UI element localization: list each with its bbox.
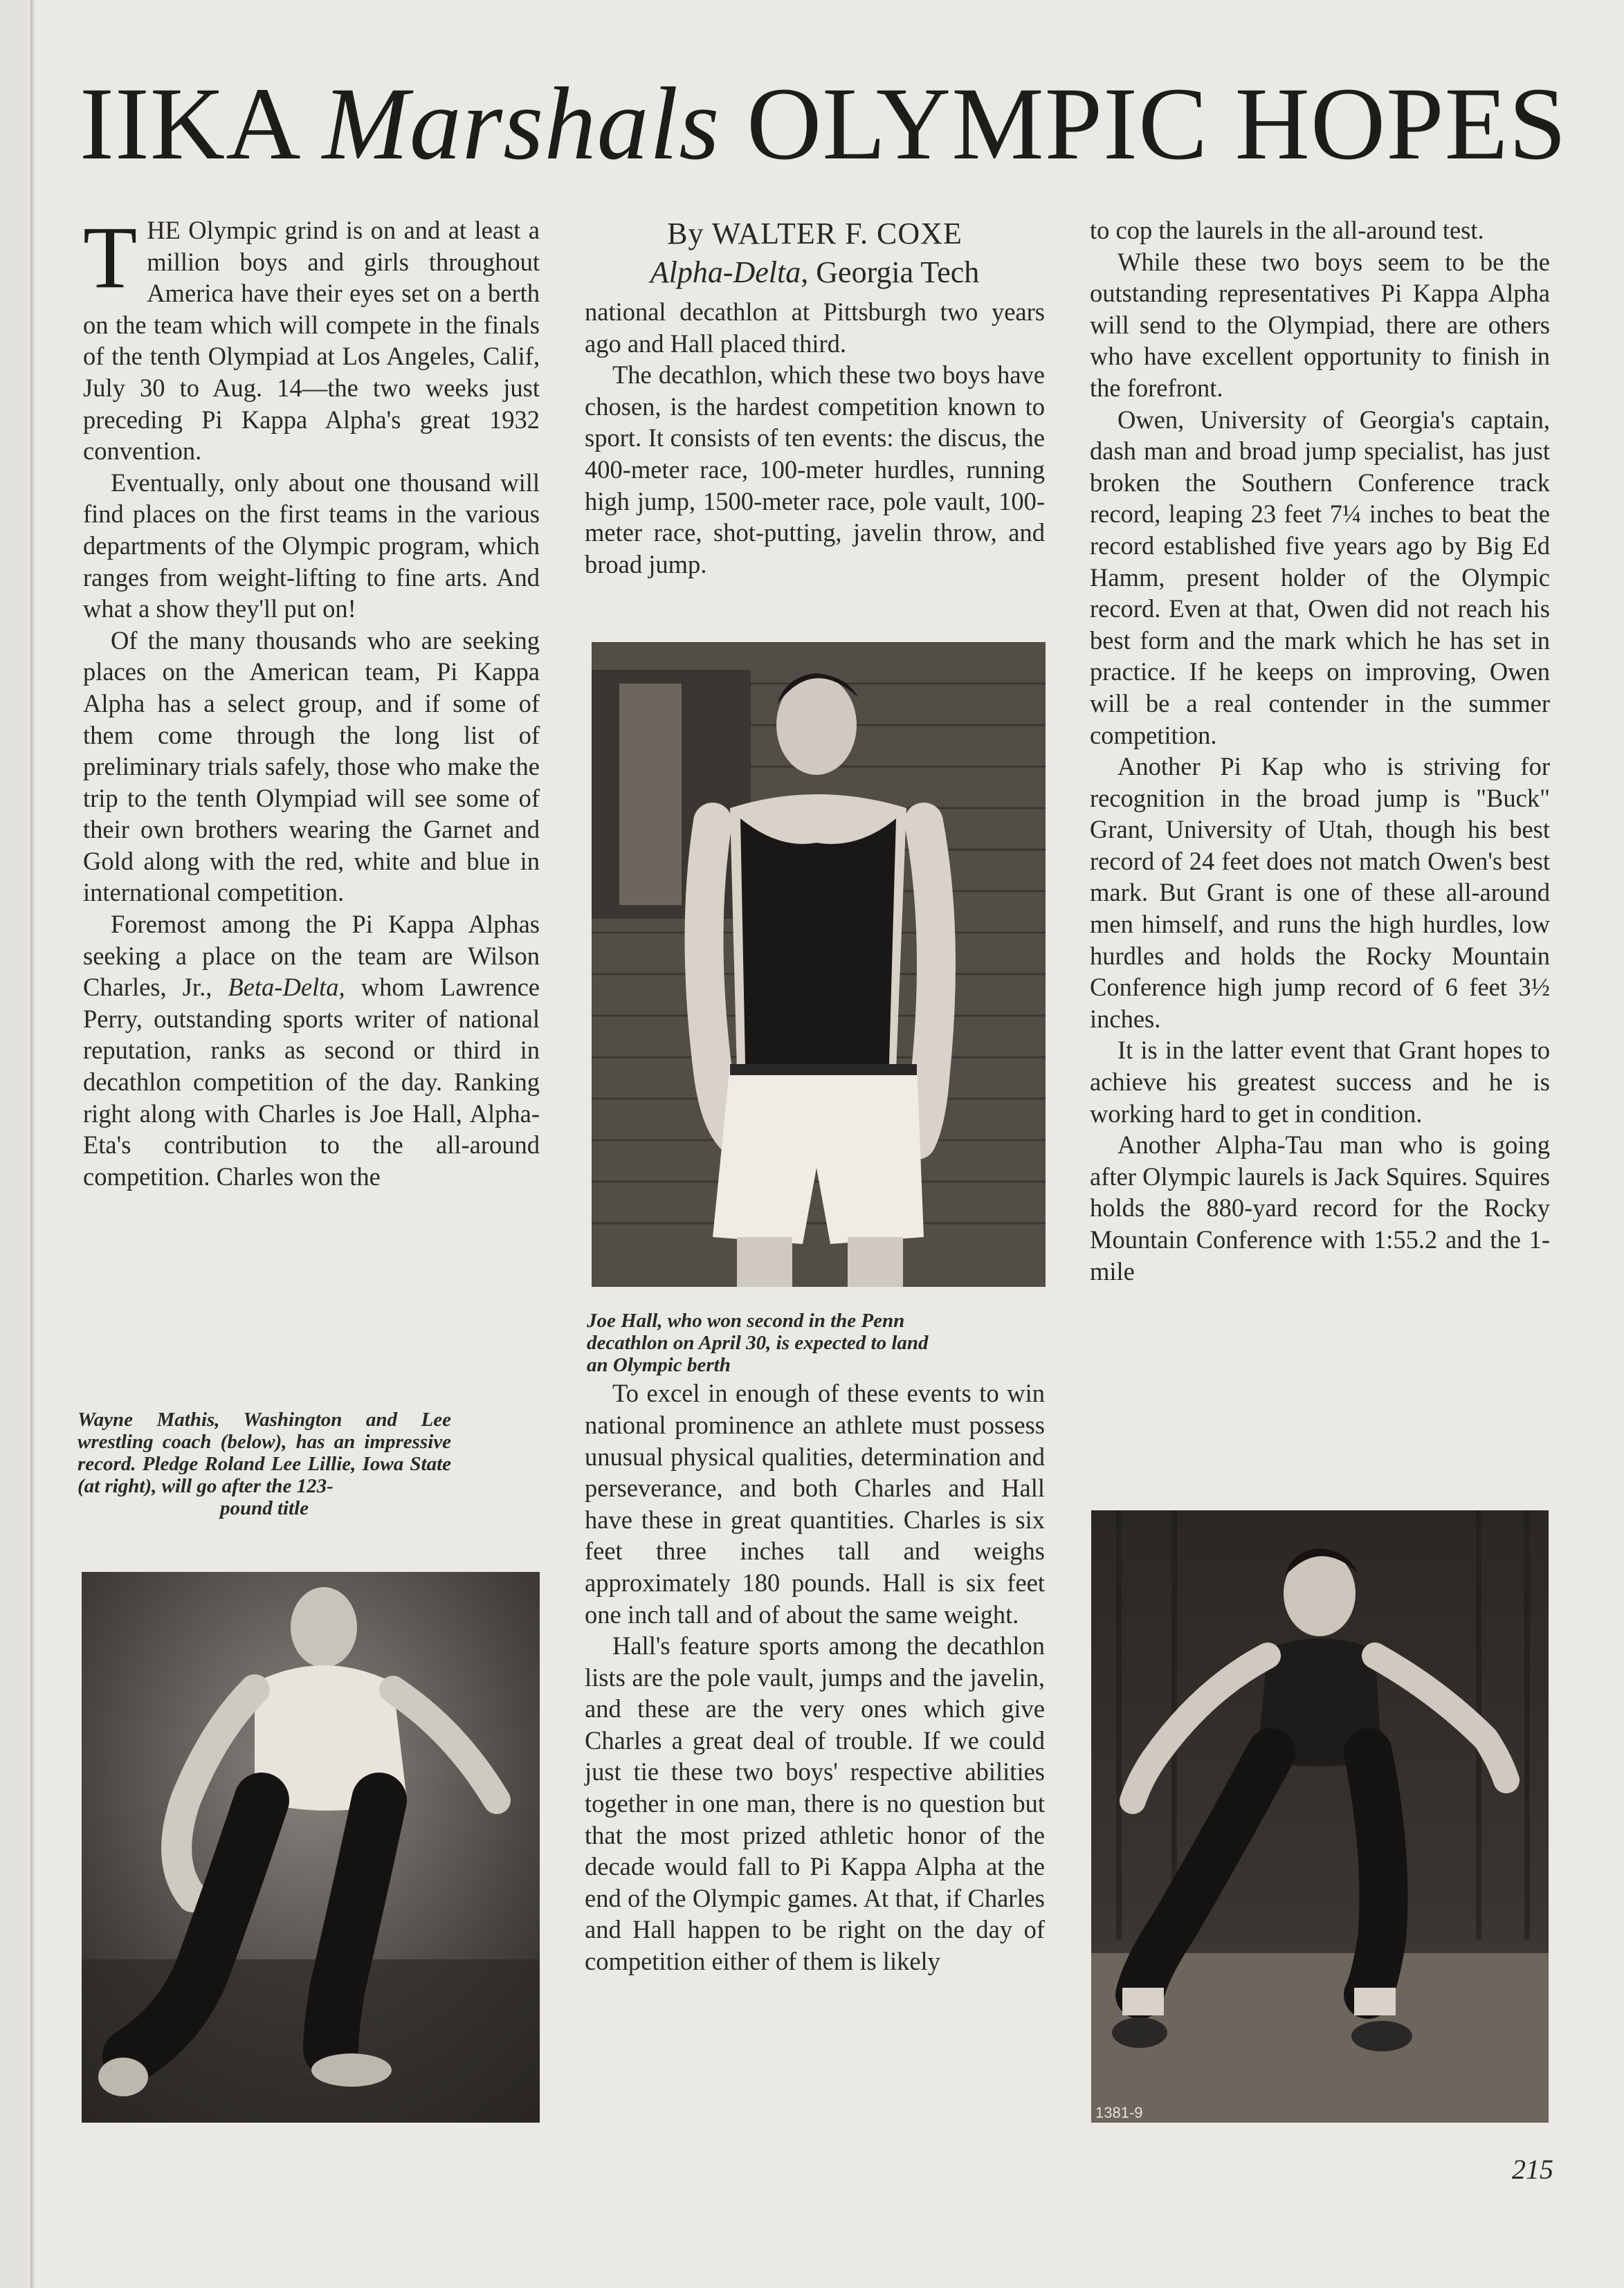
photo-wayne-mathis [82,1572,540,2123]
drop-cap: T [83,208,138,306]
author-affiliation [585,253,1045,292]
paragraph: It is in the latter event that Grant hopes to achieve his greatest success and he is working hard to get in condition. [1090,1036,1550,1128]
paragraph: Another Alpha-Tau man who is going after Olympic laurels is Jack Squires. Squires holds the 880-yard record for the Rocky Mountain Conference with 1:55.2 and the 1-mile [1090,1131,1550,1285]
paragraph-text: whom Lawrence Perry, outstanding sports writer of national reputation, ranks as second or third in decathlon competition of the day. Ranking right along with Charles is Joe Hall, Alpha-Eta's contribution to the all-around competition. Charles won the [83,973,540,1191]
page-title [80,58,1567,190]
paragraph: Owen, University of Georgia's captain, dash man and broad jump specialist, has just broken the Southern Conference track record, leaping 23 feet 7¼ inches to beat the record established five years ago by Big Ed Hamm, present holder of the Olympic record. Even at that, Owen did not reach his best form and the mark which he has set in practice. If he keeps on improving, Owen will be a real contender in the summer competition. [1090,405,1550,749]
caption-wrestling [77,1409,451,1519]
paragraph: Eventually, only about one thousand will find places on the first teams in the various departments of the Olympic program, which ranges from weight-lifting to fine arts. And what a show they'll put on! [83,468,540,623]
caption-text: Wayne Mathis, Washington and Lee wrestling coach (below), has an impressive record. Pledge Roland Lee Lillie, Iowa State (at right), will go after the 123- [77,1409,451,1497]
wrestler-photo-illustration [82,1572,540,2123]
author-school: , Georgia Tech [801,255,980,289]
byline [585,214,1045,292]
paragraph: to cop the laurels in the all-around test. [1090,216,1484,244]
byline-by: By [667,217,704,250]
chapter-name: Beta-Delta, [228,973,345,1002]
caption-joe-hall: Joe Hall, who won second in the Penn decathlon on April 30, is expected to land an Olympic berth [587,1310,929,1376]
title-suffix: OLYMPIC HOPES [747,66,1567,181]
paragraph: Of the many thousands who are seeking places on the American team, Pi Kappa Alpha has a select group, and if some of them come through the long list of preliminary trials safely, those who make the trip to the tenth Olympiad will see some of their own brothers wearing the Garnet and Gold along with the red, white and blue in international competition. [83,625,540,907]
photo-roland-lee-lillie [1091,1510,1549,2123]
title-prefix: IIKA [80,66,296,181]
author [585,214,1045,253]
author-name: WALTER F. COXE [711,217,962,250]
negative-number: 1381-9 [1095,2104,1143,2121]
paragraph-text: Foremost among the Pi Kappa Alphas seeking a place on the team are Wilson Charles, Jr., [83,910,540,1002]
paragraph: While these two boys seem to be the outstanding representatives Pi Kappa Alpha will send to the Olympiad, there are others who have excellent opportunity to finish in the forefront. [1090,247,1550,402]
athlete-photo-illustration [592,642,1046,1287]
page-number: 215 [1512,2154,1553,2185]
paragraph [83,208,540,467]
column-1 [83,208,540,1192]
title-italic-word: Marshals [322,66,720,181]
column-3 [1090,214,1550,1287]
paragraph: Hall's feature sports among the decathlon lists are the pole vault, jumps and the javelin, and these are the very ones which give Charles a great deal of trouble. If we could just tie these two boys' respective abilities together in one man, there is no question but that the most prized athletic honor of the decade would fall to Pi Kappa Alpha at the end of the Olympic games. At that, if Charles and Hall happen to be right on the day of competition either of them is likely [585,1631,1045,1976]
paragraph-text: HE Olympic grind is on and at least a million boys and girls throughout America have their eyes set on a berth on the team which will compete in the finals of the tenth Olympiad at Los Angeles, Calif, July 30 to Aug. 14—the two weeks just preceding Pi Kappa Alpha's great 1932 convention. [83,216,540,466]
photo-joe-hall [592,642,1046,1287]
paragraph: To excel in enough of these events to win national prominence an athlete must possess unusual physical qualities, determination and perseverance, and both Charles and Hall have these in great quantities. Charles is six feet three inches tall and weighs approximately 180 pounds. Hall is six feet one inch tall and of about the same weight. [585,1379,1045,1629]
wrestler-photo-illustration [1091,1510,1549,2123]
paragraph: The decathlon, which these two boys have chosen, is the hardest competition known to sport. It consists of ten events: the discus, the 400-meter race, 100-meter hurdles, running high jump, 1500-meter race, pole vault, 100-meter race, shot-putting, javelin throw, and broad jump. [585,360,1045,578]
paragraph: national decathlon at Pittsburgh two years ago and Hall placed third. [585,298,1045,358]
paragraph: Another Pi Kap who is striving for recognition in the broad jump is "Buck" Grant, University of Utah, though his best record of 24 feet does not match Owen's best mark. But Grant is one of these all-around men himself, and runs the high hurdles, low hurdles and holds the Rocky Mountain Conference high jump record of 6 feet 3½ inches. [1090,752,1550,1033]
author-chapter: Alpha-Delta [650,255,801,289]
paragraph [83,908,540,1192]
caption-text-end: pound title [219,1497,309,1519]
